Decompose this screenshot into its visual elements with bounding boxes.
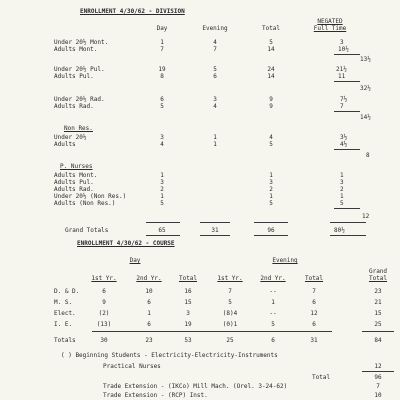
division-row: Under 20½ (Non Res.) 1 1 1 bbox=[54, 193, 344, 200]
division-row: Adults Mont. 1 1 1 bbox=[54, 172, 344, 179]
course-row: M. S. 9 6 15 5 1 6 21 bbox=[54, 299, 382, 306]
rule bbox=[334, 81, 360, 82]
rule bbox=[334, 54, 360, 55]
total-value: 96 bbox=[374, 374, 382, 381]
division-row: Under 20½ Pul. 19 5 24 21½ bbox=[54, 66, 347, 73]
course-row: Elect. (2) 1 3 (8)4 -- 12 15 bbox=[54, 310, 382, 317]
course-grand-header: Grand bbox=[368, 268, 388, 275]
rule bbox=[362, 331, 394, 332]
rule bbox=[334, 149, 360, 150]
rule bbox=[330, 235, 366, 236]
division-row: Adults 4 1 5 4½ bbox=[54, 141, 348, 148]
subtotal: 8 bbox=[366, 152, 370, 159]
header-total: Total bbox=[261, 25, 281, 32]
division-row: Under 20½ Rad. 6 3 9 7½ bbox=[54, 96, 348, 103]
course-row: I. E. (13) 6 19 (0)1 5 6 25 bbox=[54, 321, 382, 328]
course-totals-row: Totals 30 23 53 25 6 31 84 bbox=[54, 337, 382, 344]
nurses-heading: P. Nurses bbox=[60, 163, 93, 170]
rule bbox=[146, 235, 180, 236]
nonres-heading: Non Res. bbox=[64, 125, 93, 132]
rule bbox=[254, 235, 288, 236]
subtotal: 12 bbox=[362, 213, 370, 220]
practical-nurses-label: Practical Nurses bbox=[103, 363, 161, 370]
division-row: Adults (Non Res.) 5 5 5 bbox=[54, 200, 344, 207]
beginning-students-note: ( ) Beginning Students - Electricity-Electricity-Instruments bbox=[61, 352, 278, 359]
course-header-row: 1st Yr. 2nd Yr. Total 1st Yr. 2nd Yr. Total Total bbox=[91, 275, 388, 282]
division-row: Adults Mont. 7 7 14 10½ bbox=[54, 46, 349, 53]
rule bbox=[200, 235, 230, 236]
rule bbox=[92, 331, 332, 332]
trade-extension-2-value: 10 bbox=[374, 392, 382, 399]
subtotal: 14½ bbox=[360, 114, 371, 121]
course-row: D. & D. 6 10 16 7 -- 7 23 bbox=[54, 288, 382, 295]
trade-extension-2: Trade Extension - (RCP) Inst. bbox=[103, 392, 208, 399]
course-day-header: Day bbox=[129, 257, 141, 264]
trade-extension-1: Trade Extension - (IKCo) Mill Mach. (Orel. 3-24-62) bbox=[103, 383, 288, 390]
header-day: Day bbox=[156, 25, 168, 32]
rule bbox=[362, 371, 394, 372]
rule bbox=[334, 208, 360, 209]
header-evening: Evening bbox=[202, 25, 228, 32]
course-evening-header: Evening bbox=[272, 257, 298, 264]
total-label: Total bbox=[312, 374, 331, 381]
trade-extension-1-value: 7 bbox=[376, 383, 380, 390]
division-row: Adults Pul. 8 6 14 11 bbox=[54, 73, 346, 80]
division-row: Adults Rad. 2 2 2 bbox=[54, 186, 344, 193]
header-fulltime: Full Time bbox=[313, 25, 347, 32]
subtotal: 32½ bbox=[360, 85, 371, 92]
rule bbox=[254, 222, 288, 223]
grand-totals-row: Grand Totals 65 31 96 80½ bbox=[65, 227, 345, 234]
header-negated: NEGATED bbox=[317, 18, 343, 25]
subtotal: 13½ bbox=[360, 56, 371, 63]
division-row: Under 20½ 3 1 4 3½ bbox=[54, 134, 348, 141]
division-row: Under 20½ Mont. 1 4 5 3 bbox=[54, 39, 344, 46]
division-title: ENROLLMENT 4/30/62 - DIVISION bbox=[80, 8, 185, 15]
rule bbox=[146, 222, 180, 223]
course-title: ENROLLMENT 4/30/62 - COURSE bbox=[77, 240, 175, 247]
rule bbox=[200, 222, 230, 223]
rule bbox=[334, 111, 360, 112]
rule bbox=[330, 222, 366, 223]
division-row: Adults Rad. 5 4 9 7 bbox=[54, 103, 344, 110]
division-row: Adults Pul. 3 3 3 bbox=[54, 179, 344, 186]
practical-nurses-value: 12 bbox=[374, 363, 382, 370]
